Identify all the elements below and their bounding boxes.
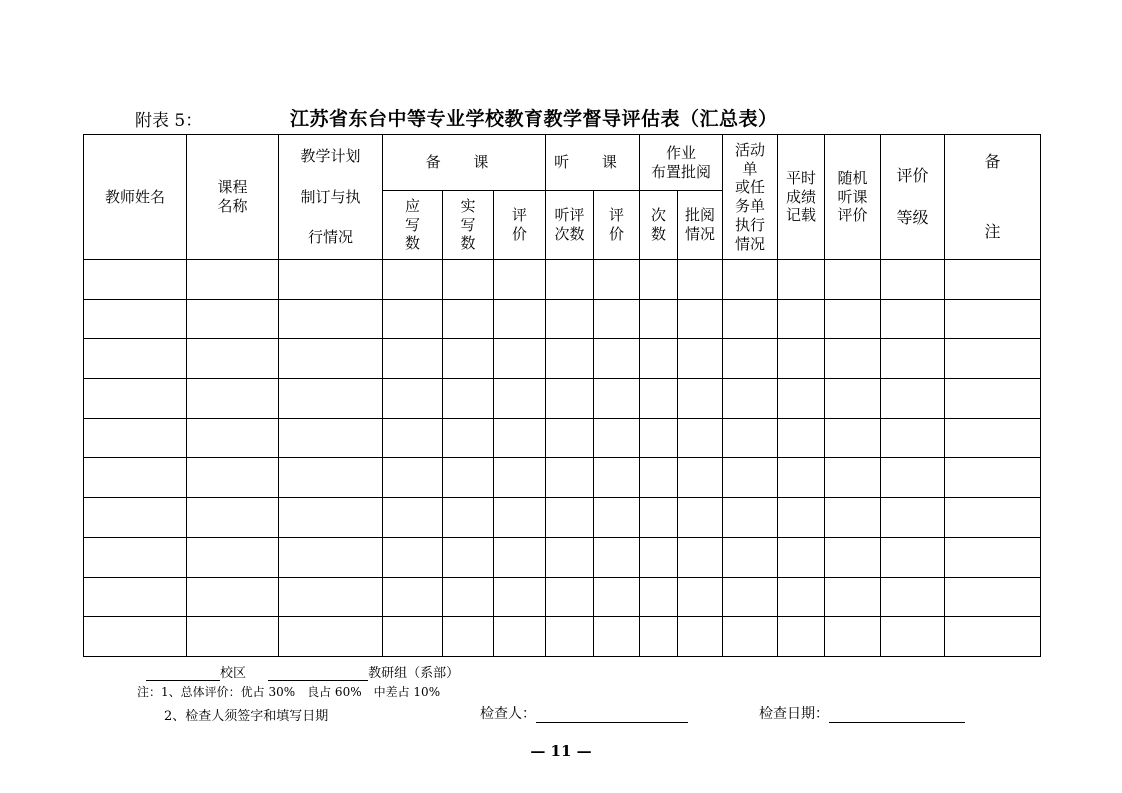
table-cell[interactable]	[723, 537, 778, 577]
table-cell[interactable]	[279, 339, 383, 379]
col-course-name: 课程 名称	[187, 135, 279, 260]
table-cell[interactable]	[84, 577, 187, 617]
footer-line-campus	[146, 662, 459, 681]
group-blank[interactable]	[268, 666, 368, 681]
table-cell[interactable]	[187, 260, 279, 300]
table-cell[interactable]	[443, 260, 494, 300]
sub-prep-evaluation: 评 价	[494, 191, 546, 260]
table-cell[interactable]	[678, 418, 723, 458]
table-cell[interactable]	[187, 577, 279, 617]
table-cell[interactable]	[187, 418, 279, 458]
sub-listen-count: 听评 次数	[546, 191, 594, 260]
table-cell[interactable]	[494, 537, 546, 577]
table-cell[interactable]	[678, 339, 723, 379]
col-rating-level: 评价 等级	[881, 135, 945, 260]
group-homework: 作业 布置批阅	[640, 135, 723, 191]
table-cell[interactable]	[84, 458, 187, 498]
table-cell[interactable]	[881, 537, 945, 577]
table-cell[interactable]	[546, 537, 594, 577]
inspector-label: 检查人：	[480, 706, 536, 722]
table-cell[interactable]	[945, 339, 1041, 379]
table-row	[84, 617, 1041, 657]
table-cell[interactable]	[443, 299, 494, 339]
table-cell[interactable]	[594, 299, 640, 339]
table-cell[interactable]	[383, 537, 443, 577]
table-cell[interactable]	[723, 260, 778, 300]
table-cell[interactable]	[778, 418, 825, 458]
col-random-observation: 随机 听课 评价	[825, 135, 881, 260]
table-cell[interactable]	[825, 299, 881, 339]
group-lesson-observation: 听 课	[546, 135, 640, 191]
table-cell[interactable]	[945, 260, 1041, 300]
table-cell[interactable]	[594, 379, 640, 419]
table-cell[interactable]	[546, 299, 594, 339]
table-cell[interactable]	[84, 617, 187, 657]
table-cell[interactable]	[443, 379, 494, 419]
table-cell[interactable]	[84, 498, 187, 538]
table-cell[interactable]	[778, 458, 825, 498]
table-row	[84, 260, 1041, 300]
table-cell[interactable]	[187, 617, 279, 657]
table-cell[interactable]	[187, 537, 279, 577]
table-cell[interactable]	[778, 577, 825, 617]
table-row	[84, 339, 1041, 379]
table-cell[interactable]	[443, 498, 494, 538]
table-cell[interactable]	[494, 339, 546, 379]
sub-prep-actual-written: 实 写 数	[443, 191, 494, 260]
table-cell[interactable]	[187, 299, 279, 339]
table-cell[interactable]	[945, 299, 1041, 339]
table-cell[interactable]	[640, 339, 678, 379]
evaluation-table	[83, 134, 1041, 657]
table-cell[interactable]	[723, 617, 778, 657]
table-cell[interactable]	[84, 418, 187, 458]
table-cell[interactable]	[546, 617, 594, 657]
table-cell[interactable]	[881, 260, 945, 300]
table-cell[interactable]	[678, 299, 723, 339]
col-activity-sheet: 活动 单 或任 务单 执行 情况	[723, 135, 778, 260]
table-cell[interactable]	[84, 339, 187, 379]
table-cell[interactable]	[881, 617, 945, 657]
table-cell[interactable]	[778, 617, 825, 657]
campus-blank[interactable]	[146, 666, 220, 681]
table-cell[interactable]	[594, 260, 640, 300]
inspection-date-field	[759, 703, 965, 723]
table-cell[interactable]	[494, 299, 546, 339]
table-cell[interactable]	[881, 299, 945, 339]
sub-listen-evaluation: 评 价	[594, 191, 640, 260]
table-cell[interactable]	[881, 379, 945, 419]
table-row	[84, 498, 1041, 538]
table-cell[interactable]	[640, 260, 678, 300]
table-cell[interactable]	[594, 577, 640, 617]
table-cell[interactable]	[494, 617, 546, 657]
col-teaching-plan: 教学计划 制订与执 行情况	[279, 135, 383, 260]
table-cell[interactable]	[678, 458, 723, 498]
table-cell[interactable]	[546, 379, 594, 419]
inspection-date-blank[interactable]	[829, 708, 965, 723]
group-label: 教研组（系部）	[368, 666, 460, 681]
sub-homework-count: 次 数	[640, 191, 678, 260]
table-cell[interactable]	[84, 260, 187, 300]
table-cell[interactable]	[640, 617, 678, 657]
table-cell[interactable]	[443, 537, 494, 577]
table-cell[interactable]	[723, 418, 778, 458]
table-cell[interactable]	[594, 458, 640, 498]
table-cell[interactable]	[494, 379, 546, 419]
footer-note-2: 2、检查人须签字和填写日期	[164, 709, 329, 724]
table-cell[interactable]	[546, 339, 594, 379]
table-cell[interactable]	[594, 617, 640, 657]
sub-homework-review: 批阅 情况	[678, 191, 723, 260]
table-cell[interactable]	[723, 339, 778, 379]
table-row	[84, 299, 1041, 339]
table-cell[interactable]	[443, 418, 494, 458]
table-cell[interactable]	[383, 458, 443, 498]
table-cell[interactable]	[383, 299, 443, 339]
table-cell[interactable]	[945, 498, 1041, 538]
table-cell[interactable]	[723, 577, 778, 617]
table-cell[interactable]	[187, 379, 279, 419]
table-cell[interactable]	[494, 498, 546, 538]
table-cell[interactable]	[383, 339, 443, 379]
table-cell[interactable]	[678, 577, 723, 617]
table-cell[interactable]	[678, 260, 723, 300]
table-cell[interactable]	[383, 498, 443, 538]
table-cell[interactable]	[279, 260, 383, 300]
table-cell[interactable]	[84, 537, 187, 577]
table-cell[interactable]	[881, 498, 945, 538]
table-cell[interactable]	[494, 577, 546, 617]
table-row	[84, 458, 1041, 498]
table-cell[interactable]	[279, 498, 383, 538]
table-cell[interactable]	[678, 379, 723, 419]
col-regular-grades: 平时 成绩 记载	[778, 135, 825, 260]
table-cell[interactable]	[881, 339, 945, 379]
table-cell[interactable]	[640, 498, 678, 538]
table-cell[interactable]	[678, 498, 723, 538]
table-cell[interactable]	[594, 498, 640, 538]
table-cell[interactable]	[279, 418, 383, 458]
table-cell[interactable]	[383, 577, 443, 617]
inspector-field	[480, 703, 688, 723]
table-cell[interactable]	[825, 617, 881, 657]
inspection-date-label: 检查日期：	[759, 706, 829, 722]
table-cell[interactable]	[881, 458, 945, 498]
table-cell[interactable]	[778, 299, 825, 339]
table-cell[interactable]	[945, 379, 1041, 419]
table-row	[84, 577, 1041, 617]
table-cell[interactable]	[945, 537, 1041, 577]
table-row	[84, 418, 1041, 458]
table-cell[interactable]	[778, 498, 825, 538]
table-cell[interactable]	[443, 617, 494, 657]
table-cell[interactable]	[640, 577, 678, 617]
table-cell[interactable]	[881, 418, 945, 458]
table-cell[interactable]	[825, 418, 881, 458]
table-cell[interactable]	[494, 418, 546, 458]
table-cell[interactable]	[443, 577, 494, 617]
page-number: — 11 —	[530, 742, 592, 760]
table-cell[interactable]	[594, 418, 640, 458]
table-cell[interactable]	[594, 537, 640, 577]
table-cell[interactable]	[443, 339, 494, 379]
title-row	[135, 104, 1035, 130]
table-cell[interactable]	[279, 577, 383, 617]
table-cell[interactable]	[723, 379, 778, 419]
table-cell[interactable]	[279, 458, 383, 498]
table-cell[interactable]	[494, 458, 546, 498]
table-cell[interactable]	[546, 418, 594, 458]
table-cell[interactable]	[945, 577, 1041, 617]
table-cell[interactable]	[383, 418, 443, 458]
table-cell[interactable]	[723, 458, 778, 498]
table-cell[interactable]	[187, 498, 279, 538]
table-cell[interactable]	[546, 458, 594, 498]
table-cell[interactable]	[640, 299, 678, 339]
table-cell[interactable]	[881, 577, 945, 617]
table-cell[interactable]	[778, 339, 825, 379]
table-cell[interactable]	[494, 260, 546, 300]
table-cell[interactable]	[279, 299, 383, 339]
annex-label: 附表 5：	[135, 111, 203, 131]
table-cell[interactable]	[778, 537, 825, 577]
table-cell[interactable]	[825, 260, 881, 300]
table-cell[interactable]	[546, 498, 594, 538]
group-lesson-prep: 备 课	[383, 135, 546, 191]
table-cell[interactable]	[640, 379, 678, 419]
table-cell[interactable]	[546, 577, 594, 617]
table-cell[interactable]	[778, 379, 825, 419]
table-cell[interactable]	[640, 537, 678, 577]
header-row-1	[84, 135, 1041, 191]
table-cell[interactable]	[383, 379, 443, 419]
sub-prep-should-write: 应 写 数	[383, 191, 443, 260]
table-cell[interactable]	[279, 537, 383, 577]
table-cell[interactable]	[84, 299, 187, 339]
table-cell[interactable]	[825, 379, 881, 419]
table-cell[interactable]	[723, 299, 778, 339]
table-cell[interactable]	[640, 418, 678, 458]
table-cell[interactable]	[84, 379, 187, 419]
table-cell[interactable]	[383, 260, 443, 300]
table-cell[interactable]	[187, 339, 279, 379]
table-cell[interactable]	[443, 458, 494, 498]
table-cell[interactable]	[945, 418, 1041, 458]
table-cell[interactable]	[825, 458, 881, 498]
col-remarks: 备 注	[945, 135, 1041, 260]
table-cell[interactable]	[825, 498, 881, 538]
table-row	[84, 537, 1041, 577]
table-cell[interactable]	[778, 260, 825, 300]
table-cell[interactable]	[678, 537, 723, 577]
table-cell[interactable]	[945, 617, 1041, 657]
table-cell[interactable]	[383, 617, 443, 657]
table-cell[interactable]	[546, 260, 594, 300]
table-cell[interactable]	[594, 339, 640, 379]
table-cell[interactable]	[187, 458, 279, 498]
table-cell[interactable]	[723, 498, 778, 538]
table-cell[interactable]	[825, 537, 881, 577]
footer-note-1: 注：1、总体评价：优占 30% 良占 60% 中差占 10%	[137, 685, 441, 699]
table-cell[interactable]	[678, 617, 723, 657]
table-cell[interactable]	[945, 458, 1041, 498]
document-title: 江苏省东台中等专业学校教育教学督导评估表（汇总表）	[290, 108, 778, 130]
table-row	[84, 379, 1041, 419]
table-cell[interactable]	[825, 577, 881, 617]
inspector-blank[interactable]	[536, 708, 688, 723]
table-cell[interactable]	[279, 379, 383, 419]
col-teacher-name: 教师姓名	[84, 135, 187, 260]
campus-label: 校区	[220, 666, 247, 681]
table-cell[interactable]	[640, 458, 678, 498]
table-cell[interactable]	[825, 339, 881, 379]
table-cell[interactable]	[279, 617, 383, 657]
